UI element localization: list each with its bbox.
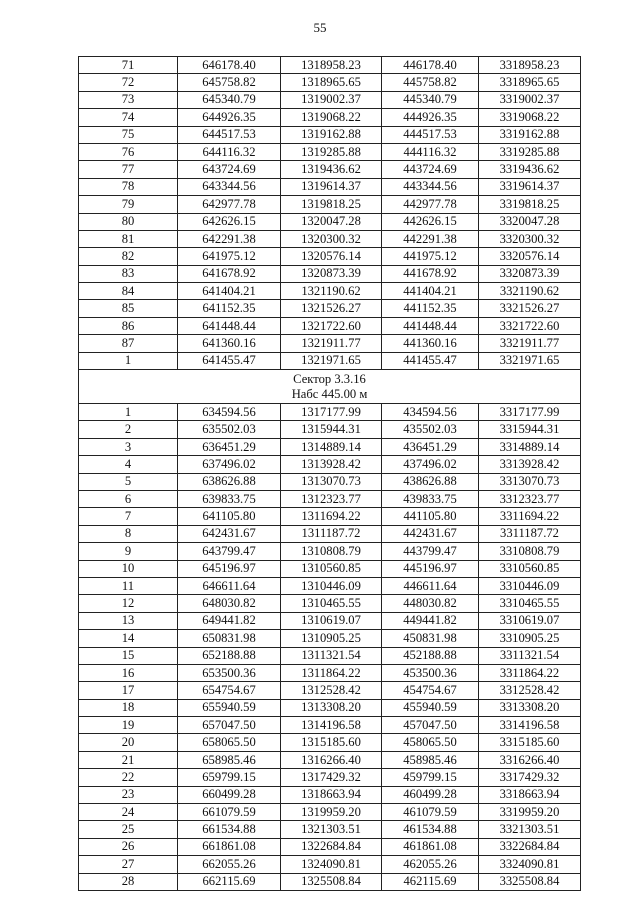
coordinate-cell: 444517.53 (382, 126, 479, 143)
coordinate-cell: 643724.69 (178, 161, 281, 178)
coordinate-cell: 643344.56 (178, 178, 281, 195)
coordinate-cell: 3322684.84 (479, 838, 581, 855)
point-number-cell: 10 (79, 560, 178, 577)
point-number-cell: 25 (79, 821, 178, 838)
point-number-cell: 24 (79, 804, 178, 821)
coordinate-cell: 462055.26 (382, 856, 479, 873)
coordinate-cell: 450831.98 (382, 630, 479, 647)
point-number-cell: 17 (79, 682, 178, 699)
coordinate-cell: 435502.03 (382, 421, 479, 438)
table-row (79, 630, 581, 647)
table-row (79, 543, 581, 560)
coordinate-cell: 644517.53 (178, 126, 281, 143)
table-row (79, 283, 581, 300)
coordinate-cell: 642291.38 (178, 230, 281, 247)
table-row (79, 821, 581, 838)
table-row (79, 352, 581, 369)
coordinate-cell: 3320576.14 (479, 248, 581, 265)
coordinate-cell: 3313308.20 (479, 699, 581, 716)
point-number-cell: 2 (79, 421, 178, 438)
coordinate-cell: 1318663.94 (281, 786, 382, 803)
table-row (79, 473, 581, 490)
coordinate-cell: 1313308.20 (281, 699, 382, 716)
table-row (79, 751, 581, 768)
coordinate-cell: 636451.29 (178, 438, 281, 455)
table-row (79, 230, 581, 247)
coordinate-cell: 453500.36 (382, 664, 479, 681)
coordinate-cell: 462115.69 (382, 873, 479, 890)
coordinate-cell: 446611.64 (382, 577, 479, 594)
coordinate-cell: 445340.79 (382, 91, 479, 108)
coordinate-cell: 3319818.25 (479, 196, 581, 213)
coordinate-cell: 1319068.22 (281, 109, 382, 126)
coordinate-cell: 3312323.77 (479, 490, 581, 507)
table-row (79, 438, 581, 455)
coordinate-cell: 3311864.22 (479, 664, 581, 681)
coordinate-cell: 441360.16 (382, 335, 479, 352)
point-number-cell: 9 (79, 543, 178, 560)
coordinate-cell: 3316266.40 (479, 751, 581, 768)
coordinate-cell: 645758.82 (178, 74, 281, 91)
coordinate-cell: 1310808.79 (281, 543, 382, 560)
point-number-cell: 23 (79, 786, 178, 803)
coordinate-cell: 641678.92 (178, 265, 281, 282)
coordinate-cell: 657047.50 (178, 717, 281, 734)
coordinate-cell: 442977.78 (382, 196, 479, 213)
coordinate-cell: 3321303.51 (479, 821, 581, 838)
table-row (79, 595, 581, 612)
coordinate-cell: 635502.03 (178, 421, 281, 438)
coordinate-cell: 642626.15 (178, 213, 281, 230)
point-number-cell: 77 (79, 161, 178, 178)
coordinate-cell: 3310808.79 (479, 543, 581, 560)
point-number-cell: 22 (79, 769, 178, 786)
coordinate-cell: 1317429.32 (281, 769, 382, 786)
coordinate-cell: 438626.88 (382, 473, 479, 490)
coordinate-cell: 457047.50 (382, 717, 479, 734)
point-number-cell: 72 (79, 74, 178, 91)
coordinate-cell: 3321526.27 (479, 300, 581, 317)
point-number-cell: 16 (79, 664, 178, 681)
point-number-cell: 71 (79, 57, 178, 74)
coordinates-table (78, 56, 581, 891)
coordinate-cell: 1310905.25 (281, 630, 382, 647)
coordinate-cell: 441404.21 (382, 283, 479, 300)
table-row (79, 335, 581, 352)
table-row (79, 196, 581, 213)
table-row (79, 248, 581, 265)
table-row (79, 612, 581, 629)
point-number-cell: 21 (79, 751, 178, 768)
point-number-cell: 8 (79, 525, 178, 542)
coordinate-cell: 634594.56 (178, 404, 281, 421)
coordinate-cell: 641404.21 (178, 283, 281, 300)
table-row (79, 265, 581, 282)
coordinate-cell: 1320300.32 (281, 230, 382, 247)
coordinate-cell: 643799.47 (178, 543, 281, 560)
table-row (79, 74, 581, 91)
coordinate-cell: 441105.80 (382, 508, 479, 525)
coordinate-cell: 3318663.94 (479, 786, 581, 803)
coordinate-cell: 3321722.60 (479, 317, 581, 334)
table-row (79, 838, 581, 855)
coordinate-cell: 661079.59 (178, 804, 281, 821)
coordinate-cell: 1311321.54 (281, 647, 382, 664)
coordinate-cell: 455940.59 (382, 699, 479, 716)
coordinate-cell: 3317177.99 (479, 404, 581, 421)
coordinate-cell: 1314196.58 (281, 717, 382, 734)
point-number-cell: 12 (79, 595, 178, 612)
table-row (79, 456, 581, 473)
coordinate-cell: 638626.88 (178, 473, 281, 490)
point-number-cell: 81 (79, 230, 178, 247)
coordinate-cell: 1324090.81 (281, 856, 382, 873)
coordinate-cell: 3314196.58 (479, 717, 581, 734)
point-number-cell: 5 (79, 473, 178, 490)
coordinate-cell: 646178.40 (178, 57, 281, 74)
table-row (79, 508, 581, 525)
point-number-cell: 11 (79, 577, 178, 594)
coordinate-cell: 442626.15 (382, 213, 479, 230)
coordinate-cell: 1316266.40 (281, 751, 382, 768)
table-row (79, 490, 581, 507)
coordinate-cell: 1311694.22 (281, 508, 382, 525)
point-number-cell: 18 (79, 699, 178, 716)
coordinate-cell: 3313070.73 (479, 473, 581, 490)
coordinate-cell: 1318958.23 (281, 57, 382, 74)
coordinate-cell: 439833.75 (382, 490, 479, 507)
table-row (79, 769, 581, 786)
coordinate-cell: 3317429.32 (479, 769, 581, 786)
section-header-body (79, 370, 581, 404)
coordinate-cell: 3321971.65 (479, 352, 581, 369)
coordinate-cell: 642431.67 (178, 525, 281, 542)
coordinate-cell: 1321971.65 (281, 352, 382, 369)
coordinate-cell: 444116.32 (382, 143, 479, 160)
coordinate-cell: 3320873.39 (479, 265, 581, 282)
coordinate-cell: 1321190.62 (281, 283, 382, 300)
coordinate-cell: 461534.88 (382, 821, 479, 838)
coordinate-cell: 1313070.73 (281, 473, 382, 490)
coordinate-cell: 662055.26 (178, 856, 281, 873)
coordinate-cell: 1321303.51 (281, 821, 382, 838)
coordinate-cell: 660499.28 (178, 786, 281, 803)
point-number-cell: 80 (79, 213, 178, 230)
coordinate-cell: 436451.29 (382, 438, 479, 455)
coordinate-cell: 1310446.09 (281, 577, 382, 594)
point-number-cell: 20 (79, 734, 178, 751)
table-row (79, 109, 581, 126)
table-body-top (79, 57, 581, 370)
coordinate-cell: 1322684.84 (281, 838, 382, 855)
table-row (79, 647, 581, 664)
coordinate-cell: 1318965.65 (281, 74, 382, 91)
coordinate-cell: 3320047.28 (479, 213, 581, 230)
coordinate-cell: 437496.02 (382, 456, 479, 473)
coordinate-cell: 1310465.55 (281, 595, 382, 612)
coordinate-cell: 3311321.54 (479, 647, 581, 664)
point-number-cell: 3 (79, 438, 178, 455)
coordinate-cell: 1321911.77 (281, 335, 382, 352)
coordinate-cell: 446178.40 (382, 57, 479, 74)
table-row (79, 126, 581, 143)
coordinate-cell: 662115.69 (178, 873, 281, 890)
coordinate-cell: 459799.15 (382, 769, 479, 786)
coordinate-cell: 637496.02 (178, 456, 281, 473)
coordinate-cell: 641360.16 (178, 335, 281, 352)
table-row (79, 682, 581, 699)
coordinate-cell: 1319959.20 (281, 804, 382, 821)
coordinate-cell: 3315185.60 (479, 734, 581, 751)
table-row (79, 577, 581, 594)
coordinate-cell: 649441.82 (178, 612, 281, 629)
coordinate-cell: 449441.82 (382, 612, 479, 629)
section-title: Сектор 3.3.16 (293, 371, 366, 386)
coordinate-cell: 3311187.72 (479, 525, 581, 542)
table-row (79, 664, 581, 681)
coordinate-cell: 3310465.55 (479, 595, 581, 612)
coordinate-cell: 3319959.20 (479, 804, 581, 821)
coordinate-cell: 641152.35 (178, 300, 281, 317)
coordinate-cell: 3313928.42 (479, 456, 581, 473)
point-number-cell: 15 (79, 647, 178, 664)
coordinate-cell: 3319162.88 (479, 126, 581, 143)
coordinate-cell: 661534.88 (178, 821, 281, 838)
coordinate-cell: 1315185.60 (281, 734, 382, 751)
point-number-cell: 83 (79, 265, 178, 282)
coordinate-cell: 3319614.37 (479, 178, 581, 195)
point-number-cell: 4 (79, 456, 178, 473)
coordinate-cell: 441455.47 (382, 352, 479, 369)
coordinate-cell: 3310560.85 (479, 560, 581, 577)
table-row (79, 421, 581, 438)
coordinate-cell: 3310446.09 (479, 577, 581, 594)
coordinate-cell: 3318958.23 (479, 57, 581, 74)
table-row (79, 873, 581, 890)
coordinate-cell: 1311187.72 (281, 525, 382, 542)
coordinate-cell: 3319285.88 (479, 143, 581, 160)
table-row (79, 161, 581, 178)
coordinate-cell: 441448.44 (382, 317, 479, 334)
coordinate-cell: 653500.36 (178, 664, 281, 681)
coordinate-cell: 443799.47 (382, 543, 479, 560)
coordinate-cell: 1319614.37 (281, 178, 382, 195)
coordinate-cell: 1319285.88 (281, 143, 382, 160)
point-number-cell: 85 (79, 300, 178, 317)
coordinate-cell: 1319436.62 (281, 161, 382, 178)
coordinate-cell: 1317177.99 (281, 404, 382, 421)
point-number-cell: 27 (79, 856, 178, 873)
coordinate-cell: 3318965.65 (479, 74, 581, 91)
coordinate-cell: 1313928.42 (281, 456, 382, 473)
point-number-cell: 84 (79, 283, 178, 300)
coordinate-cell: 3314889.14 (479, 438, 581, 455)
coordinate-cell: 3310905.25 (479, 630, 581, 647)
coordinate-cell: 658065.50 (178, 734, 281, 751)
point-number-cell: 26 (79, 838, 178, 855)
coordinate-cell: 3311694.22 (479, 508, 581, 525)
coordinate-cell: 654754.67 (178, 682, 281, 699)
table-row (79, 300, 581, 317)
table-row (79, 178, 581, 195)
coordinate-cell: 639833.75 (178, 490, 281, 507)
table-row (79, 404, 581, 421)
coordinate-cell: 3310619.07 (479, 612, 581, 629)
coordinate-cell: 1314889.14 (281, 438, 382, 455)
table-row (79, 525, 581, 542)
point-number-cell: 74 (79, 109, 178, 126)
point-number-cell: 76 (79, 143, 178, 160)
coordinate-cell: 434594.56 (382, 404, 479, 421)
point-number-cell: 75 (79, 126, 178, 143)
coordinate-cell: 661861.08 (178, 838, 281, 855)
coordinate-cell: 441152.35 (382, 300, 479, 317)
section-subtitle: Набс 445.00 м (291, 386, 368, 401)
point-number-cell: 6 (79, 490, 178, 507)
coordinate-cell: 641448.44 (178, 317, 281, 334)
table-row (79, 856, 581, 873)
coordinate-cell: 648030.82 (178, 595, 281, 612)
coordinate-cell: 448030.82 (382, 595, 479, 612)
coordinate-cell: 461861.08 (382, 838, 479, 855)
coordinate-cell: 1321526.27 (281, 300, 382, 317)
coordinate-cell: 1319002.37 (281, 91, 382, 108)
table-row (79, 213, 581, 230)
coordinate-cell: 3320300.32 (479, 230, 581, 247)
coordinate-cell: 460499.28 (382, 786, 479, 803)
coordinate-cell: 458065.50 (382, 734, 479, 751)
table-row (79, 734, 581, 751)
table-row (79, 699, 581, 716)
coordinate-cell: 642977.78 (178, 196, 281, 213)
coordinate-cell: 441678.92 (382, 265, 479, 282)
coordinate-cell: 655940.59 (178, 699, 281, 716)
coordinate-cell: 3315944.31 (479, 421, 581, 438)
section-header-row (79, 370, 581, 404)
coordinate-cell: 652188.88 (178, 647, 281, 664)
coordinate-cell: 441975.12 (382, 248, 479, 265)
point-number-cell: 1 (79, 404, 178, 421)
coordinate-cell: 1320576.14 (281, 248, 382, 265)
coordinate-cell: 1319162.88 (281, 126, 382, 143)
coordinate-cell: 1320047.28 (281, 213, 382, 230)
coordinate-cell: 445196.97 (382, 560, 479, 577)
coordinate-cell: 445758.82 (382, 74, 479, 91)
coordinate-cell: 3324090.81 (479, 856, 581, 873)
coordinate-cell: 443344.56 (382, 178, 479, 195)
coordinate-cell: 645340.79 (178, 91, 281, 108)
coordinate-cell: 3321190.62 (479, 283, 581, 300)
point-number-cell: 7 (79, 508, 178, 525)
table-row (79, 57, 581, 74)
coordinate-cell: 452188.88 (382, 647, 479, 664)
table-row (79, 786, 581, 803)
coordinate-cell: 3325508.84 (479, 873, 581, 890)
coordinate-cell: 1312528.42 (281, 682, 382, 699)
coordinate-cell: 3312528.42 (479, 682, 581, 699)
coordinate-cell: 3321911.77 (479, 335, 581, 352)
coordinate-cell: 646611.64 (178, 577, 281, 594)
point-number-cell: 19 (79, 717, 178, 734)
point-number-cell: 86 (79, 317, 178, 334)
coordinate-cell: 443724.69 (382, 161, 479, 178)
coordinate-cell: 641455.47 (178, 352, 281, 369)
point-number-cell: 87 (79, 335, 178, 352)
point-number-cell: 73 (79, 91, 178, 108)
coordinate-cell: 1310619.07 (281, 612, 382, 629)
coordinate-cell: 3319068.22 (479, 109, 581, 126)
coordinate-cell: 1315944.31 (281, 421, 382, 438)
coordinate-cell: 461079.59 (382, 804, 479, 821)
coordinate-cell: 458985.46 (382, 751, 479, 768)
coordinate-cell: 641105.80 (178, 508, 281, 525)
coordinate-cell: 1319818.25 (281, 196, 382, 213)
point-number-cell: 28 (79, 873, 178, 890)
point-number-cell: 13 (79, 612, 178, 629)
coordinate-cell: 1321722.60 (281, 317, 382, 334)
coordinate-cell: 658985.46 (178, 751, 281, 768)
coordinate-cell: 454754.67 (382, 682, 479, 699)
page-number: 55 (313, 20, 327, 35)
coordinate-cell: 3319002.37 (479, 91, 581, 108)
coordinate-cell: 644116.32 (178, 143, 281, 160)
coordinate-cell: 645196.97 (178, 560, 281, 577)
coordinate-cell: 641975.12 (178, 248, 281, 265)
coordinate-cell: 444926.35 (382, 109, 479, 126)
section-header-cell (79, 370, 581, 404)
point-number-cell: 82 (79, 248, 178, 265)
coordinate-cell: 1311864.22 (281, 664, 382, 681)
table-row (79, 91, 581, 108)
point-number-cell: 1 (79, 352, 178, 369)
coordinate-cell: 442291.38 (382, 230, 479, 247)
point-number-cell: 79 (79, 196, 178, 213)
table-body-bottom (79, 404, 581, 891)
table-row (79, 717, 581, 734)
point-number-cell: 78 (79, 178, 178, 195)
table-row (79, 143, 581, 160)
coordinate-cell: 659799.15 (178, 769, 281, 786)
coordinate-cell: 1312323.77 (281, 490, 382, 507)
point-number-cell: 14 (79, 630, 178, 647)
coordinate-cell: 3319436.62 (479, 161, 581, 178)
table-row (79, 317, 581, 334)
coordinate-cell: 644926.35 (178, 109, 281, 126)
coordinate-cell: 1310560.85 (281, 560, 382, 577)
coordinate-cell: 650831.98 (178, 630, 281, 647)
table-row (79, 560, 581, 577)
coordinate-cell: 1320873.39 (281, 265, 382, 282)
coordinate-cell: 1325508.84 (281, 873, 382, 890)
coordinate-cell: 442431.67 (382, 525, 479, 542)
table-row (79, 804, 581, 821)
